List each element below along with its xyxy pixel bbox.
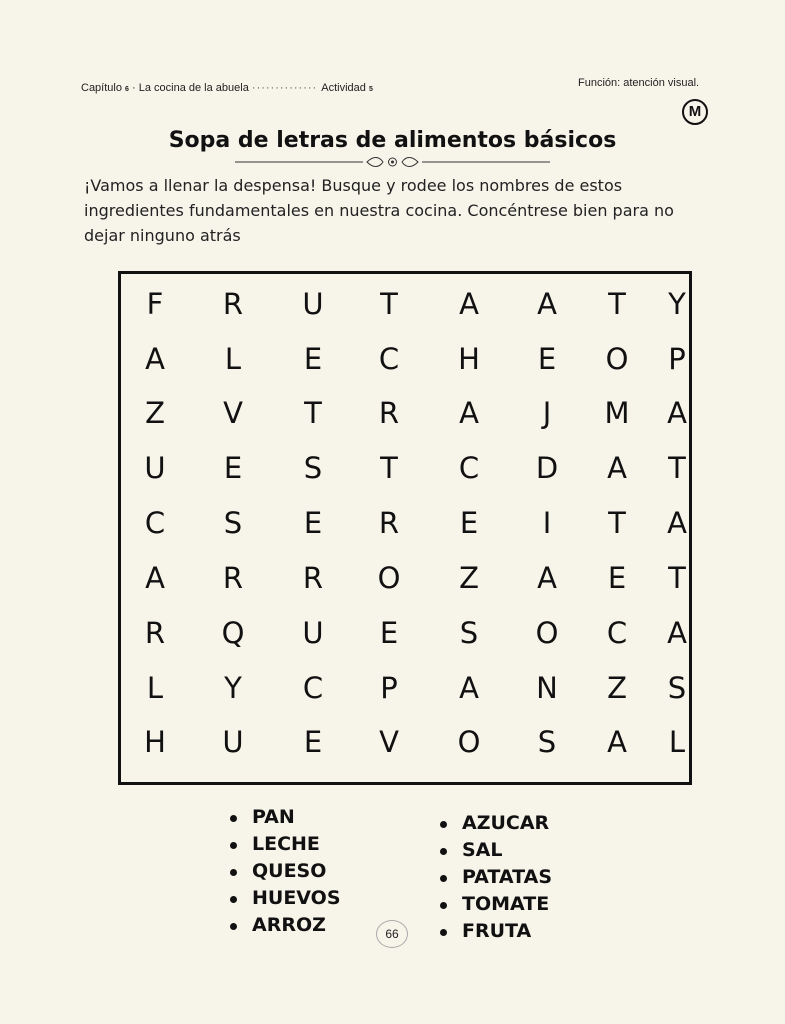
grid-letter[interactable]: A: [537, 561, 557, 595]
word-list-item: FRUTA: [438, 918, 552, 945]
grid-letter[interactable]: Z: [459, 561, 479, 595]
grid-letter[interactable]: C: [606, 616, 628, 650]
grid-letter[interactable]: A: [145, 342, 165, 376]
activity-label: Actividad: [321, 82, 366, 94]
grid-letter[interactable]: E: [607, 561, 627, 595]
grid-letter[interactable]: T: [608, 506, 626, 540]
grid-letter[interactable]: T: [668, 561, 686, 595]
chapter-header: Capítulo 6 · La cocina de la abuela ·············· Actividad 5: [81, 82, 373, 94]
grid-letter[interactable]: O: [535, 616, 559, 650]
grid-letter[interactable]: N: [536, 671, 558, 705]
grid-letter[interactable]: I: [542, 506, 552, 540]
category-badge: M: [682, 99, 708, 125]
grid-letter[interactable]: E: [223, 451, 243, 485]
word-list-item: PAN: [228, 804, 341, 831]
function-label: Función: atención visual.: [578, 77, 700, 89]
grid-letter[interactable]: A: [459, 671, 479, 705]
grid-letter[interactable]: A: [607, 725, 627, 759]
grid-letter[interactable]: R: [222, 287, 244, 321]
word-list-item: AZUCAR: [438, 810, 552, 837]
grid-letter[interactable]: U: [302, 287, 324, 321]
grid-letter[interactable]: T: [668, 451, 686, 485]
grid-letter[interactable]: O: [457, 725, 481, 759]
word-list-item: SAL: [438, 837, 552, 864]
grid-letter[interactable]: T: [380, 287, 398, 321]
word-list-item: HUEVOS: [228, 885, 341, 912]
grid-letter[interactable]: R: [378, 506, 400, 540]
grid-letter[interactable]: A: [145, 561, 165, 595]
grid-letter[interactable]: S: [223, 506, 243, 540]
instructions-text: ¡Vamos a llenar la despensa! Busque y rodee los nombres de estos ingredientes fundamentales en nuestra cocina. Concéntrese bien para no dejar ninguno atrás: [84, 176, 674, 245]
grid-letter[interactable]: E: [303, 342, 323, 376]
grid-letter[interactable]: C: [458, 451, 480, 485]
grid-letter[interactable]: A: [667, 616, 687, 650]
grid-letter[interactable]: U: [222, 725, 244, 759]
grid-letter[interactable]: A: [459, 287, 479, 321]
grid-letter[interactable]: S: [537, 725, 557, 759]
grid-letter[interactable]: R: [144, 616, 166, 650]
grid-letter[interactable]: O: [605, 342, 629, 376]
grid-letter[interactable]: C: [144, 506, 166, 540]
chapter-number: 6: [125, 86, 129, 93]
grid-letter[interactable]: E: [303, 725, 323, 759]
grid-letter[interactable]: Y: [224, 671, 242, 705]
word-list-item: QUESO: [228, 858, 341, 885]
grid-letter[interactable]: H: [458, 342, 480, 376]
word-list-item: ARROZ: [228, 912, 341, 939]
grid-letter[interactable]: E: [459, 506, 479, 540]
grid-letter[interactable]: C: [302, 671, 324, 705]
chapter-label: Capítulo: [81, 82, 122, 94]
page-title: Sopa de letras de alimentos básicos: [168, 128, 617, 153]
grid-letter[interactable]: P: [668, 342, 686, 376]
grid-letter[interactable]: S: [303, 451, 323, 485]
chapter-title: La cocina de la abuela: [138, 82, 249, 94]
word-list-item: TOMATE: [438, 891, 552, 918]
grid-letter[interactable]: H: [144, 725, 166, 759]
grid-letter[interactable]: C: [378, 342, 400, 376]
word-search-grid[interactable]: [118, 271, 692, 785]
grid-letter[interactable]: V: [379, 725, 399, 759]
grid-letter[interactable]: A: [537, 287, 557, 321]
grid-letter[interactable]: U: [302, 616, 324, 650]
grid-letter[interactable]: A: [459, 396, 479, 430]
word-list-item: PATATAS: [438, 864, 552, 891]
activity-number: 5: [368, 86, 373, 93]
grid-letter[interactable]: F: [146, 287, 164, 321]
grid-letter[interactable]: S: [459, 616, 479, 650]
grid-letter[interactable]: E: [303, 506, 323, 540]
grid-letter[interactable]: A: [667, 506, 687, 540]
grid-letter[interactable]: R: [222, 561, 244, 595]
title-divider-ornament: [235, 155, 550, 169]
grid-letter[interactable]: Z: [607, 671, 627, 705]
grid-letter[interactable]: L: [146, 671, 164, 705]
grid-letter[interactable]: R: [378, 396, 400, 430]
grid-letter[interactable]: Y: [668, 287, 686, 321]
grid-letter[interactable]: O: [377, 561, 401, 595]
grid-letter[interactable]: P: [380, 671, 398, 705]
grid-letter[interactable]: U: [144, 451, 166, 485]
grid-letter[interactable]: L: [224, 342, 242, 376]
grid-letter[interactable]: V: [223, 396, 243, 430]
page-number: 66: [376, 920, 408, 948]
grid-letter[interactable]: T: [304, 396, 322, 430]
word-list-right: [438, 810, 552, 945]
grid-letter[interactable]: E: [379, 616, 399, 650]
grid-letter[interactable]: Q: [221, 616, 245, 650]
grid-letter[interactable]: D: [535, 451, 559, 485]
grid-letter[interactable]: T: [380, 451, 398, 485]
leader-dots: ··············: [251, 82, 322, 94]
grid-letter[interactable]: S: [667, 671, 687, 705]
grid-letter[interactable]: L: [668, 725, 686, 759]
grid-letter[interactable]: A: [607, 451, 627, 485]
grid-letter[interactable]: A: [667, 396, 687, 430]
word-list-item: LECHE: [228, 831, 341, 858]
grid-letter[interactable]: E: [537, 342, 557, 376]
grid-letter[interactable]: T: [608, 287, 626, 321]
grid-letter[interactable]: Z: [145, 396, 165, 430]
grid-letter[interactable]: R: [302, 561, 324, 595]
grid-letter[interactable]: J: [542, 396, 552, 430]
word-list-left: [228, 804, 341, 939]
grid-letter[interactable]: M: [604, 396, 630, 430]
